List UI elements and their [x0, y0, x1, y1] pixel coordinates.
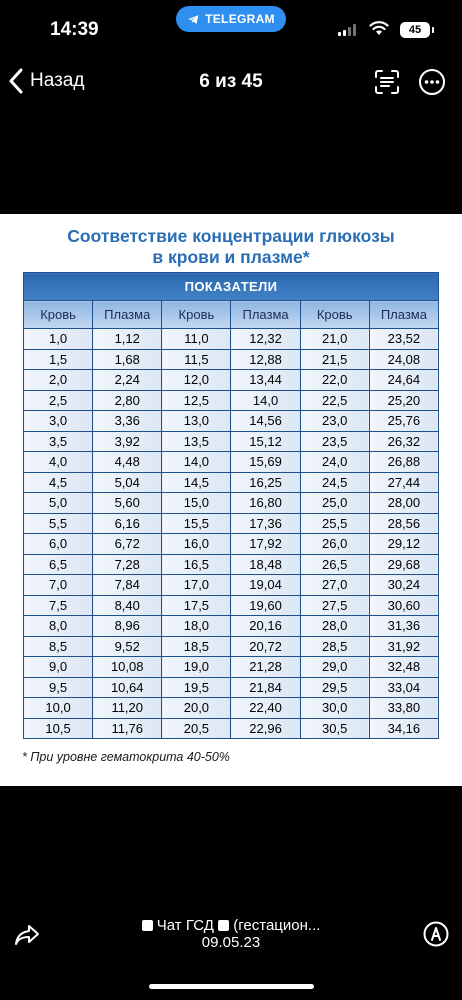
blood-value-cell: 9,0 — [24, 657, 93, 678]
plasma-value-cell: 6,72 — [93, 534, 162, 555]
blood-value-cell: 4,0 — [24, 452, 93, 473]
table-row — [24, 595, 439, 616]
square-icon — [142, 920, 153, 931]
table-row — [24, 349, 439, 370]
blood-value-cell: 6,5 — [24, 554, 93, 575]
blood-value-cell: 23,5 — [300, 431, 369, 452]
plasma-value-cell: 5,04 — [93, 472, 162, 493]
plasma-value-cell: 24,64 — [369, 370, 438, 391]
blood-value-cell: 15,0 — [162, 493, 231, 514]
plasma-value-cell: 16,25 — [231, 472, 300, 493]
blood-value-cell: 8,0 — [24, 616, 93, 637]
plasma-value-cell: 28,00 — [369, 493, 438, 514]
plasma-value-cell: 33,80 — [369, 698, 438, 719]
text-recognition-icon[interactable] — [373, 68, 401, 96]
blood-value-cell: 29,5 — [300, 677, 369, 698]
plasma-value-cell: 21,84 — [231, 677, 300, 698]
plasma-value-cell: 34,16 — [369, 718, 438, 739]
plasma-value-cell: 10,64 — [93, 677, 162, 698]
plasma-value-cell: 8,40 — [93, 595, 162, 616]
message-date: 09.05.23 — [201, 934, 261, 951]
blood-value-cell: 13,0 — [162, 411, 231, 432]
blood-value-cell: 25,5 — [300, 513, 369, 534]
plasma-value-cell: 21,28 — [231, 657, 300, 678]
blood-value-cell: 11,5 — [162, 349, 231, 370]
blood-value-cell: 7,0 — [24, 575, 93, 596]
plasma-value-cell: 7,84 — [93, 575, 162, 596]
glucose-table — [23, 272, 439, 739]
blood-value-cell: 14,0 — [162, 452, 231, 473]
plasma-value-cell: 30,60 — [369, 595, 438, 616]
telegram-icon — [187, 13, 200, 26]
telegram-label: TELEGRAM — [205, 12, 275, 26]
plasma-value-cell: 29,12 — [369, 534, 438, 555]
plasma-value-cell: 1,12 — [93, 329, 162, 350]
plasma-value-cell: 17,36 — [231, 513, 300, 534]
footnote: * При уровне гематокрита 40-50% — [22, 750, 230, 764]
photo-viewer-image[interactable] — [0, 214, 462, 786]
blood-value-cell: 15,5 — [162, 513, 231, 534]
plasma-value-cell: 32,48 — [369, 657, 438, 678]
blood-value-cell: 12,5 — [162, 390, 231, 411]
blood-value-cell: 16,5 — [162, 554, 231, 575]
table-row — [24, 513, 439, 534]
column-header-blood: Кровь — [162, 301, 231, 329]
more-icon[interactable] — [418, 68, 446, 96]
plasma-value-cell: 16,80 — [231, 493, 300, 514]
blood-value-cell: 1,0 — [24, 329, 93, 350]
plasma-value-cell: 1,68 — [93, 349, 162, 370]
blood-value-cell: 20,0 — [162, 698, 231, 719]
back-label: Назад — [30, 70, 85, 91]
blood-value-cell: 17,5 — [162, 595, 231, 616]
plasma-value-cell: 22,96 — [231, 718, 300, 739]
table-row — [24, 657, 439, 678]
blood-value-cell: 21,5 — [300, 349, 369, 370]
title-line-2: в крови и плазме* — [152, 247, 310, 267]
plasma-value-cell: 30,24 — [369, 575, 438, 596]
telegram-return-pill[interactable] — [176, 6, 286, 32]
plasma-value-cell: 10,08 — [93, 657, 162, 678]
table-row — [24, 431, 439, 452]
plasma-value-cell: 29,68 — [369, 554, 438, 575]
table-row — [24, 677, 439, 698]
plasma-value-cell: 3,92 — [93, 431, 162, 452]
plasma-value-cell: 4,48 — [93, 452, 162, 473]
plasma-value-cell: 6,16 — [93, 513, 162, 534]
column-header-plasma: Плазма — [93, 301, 162, 329]
blood-value-cell: 26,0 — [300, 534, 369, 555]
plasma-value-cell: 22,40 — [231, 698, 300, 719]
column-header-plasma: Плазма — [231, 301, 300, 329]
blood-value-cell: 6,0 — [24, 534, 93, 555]
wifi-icon — [369, 20, 389, 36]
plasma-value-cell: 13,44 — [231, 370, 300, 391]
table-row — [24, 616, 439, 637]
plasma-value-cell: 15,12 — [231, 431, 300, 452]
plasma-value-cell: 17,92 — [231, 534, 300, 555]
plasma-value-cell: 14,56 — [231, 411, 300, 432]
plasma-value-cell: 2,80 — [93, 390, 162, 411]
blood-value-cell: 2,5 — [24, 390, 93, 411]
blood-value-cell: 10,0 — [24, 698, 93, 719]
blood-value-cell: 18,0 — [162, 616, 231, 637]
plasma-value-cell: 19,60 — [231, 595, 300, 616]
blood-value-cell: 13,5 — [162, 431, 231, 452]
blood-value-cell: 18,5 — [162, 636, 231, 657]
signal-icon — [338, 24, 356, 36]
blood-value-cell: 30,0 — [300, 698, 369, 719]
blood-value-cell: 2,0 — [24, 370, 93, 391]
plasma-value-cell: 11,76 — [93, 718, 162, 739]
blood-value-cell: 20,5 — [162, 718, 231, 739]
plasma-value-cell: 28,56 — [369, 513, 438, 534]
blood-value-cell: 9,5 — [24, 677, 93, 698]
table-row — [24, 534, 439, 555]
square-icon — [218, 920, 229, 931]
blood-value-cell: 8,5 — [24, 636, 93, 657]
chat-name: Чат ГСД — [156, 917, 214, 934]
blood-value-cell: 19,5 — [162, 677, 231, 698]
table-row — [24, 698, 439, 719]
blood-value-cell: 24,0 — [300, 452, 369, 473]
table-title — [0, 226, 462, 268]
title-line-1: Соответствие концентрации глюкозы — [67, 226, 395, 246]
blood-value-cell: 14,5 — [162, 472, 231, 493]
home-indicator[interactable] — [149, 984, 314, 989]
blood-value-cell: 24,5 — [300, 472, 369, 493]
plasma-value-cell: 12,88 — [231, 349, 300, 370]
plasma-value-cell: 23,52 — [369, 329, 438, 350]
blood-value-cell: 3,5 — [24, 431, 93, 452]
blood-value-cell: 28,0 — [300, 616, 369, 637]
plasma-value-cell: 11,20 — [93, 698, 162, 719]
table-body — [24, 329, 439, 739]
plasma-value-cell: 20,72 — [231, 636, 300, 657]
table-row — [24, 554, 439, 575]
table-row — [24, 329, 439, 350]
chat-name-rest: (гестацион... — [233, 917, 321, 934]
image-counter: 6 из 45 — [199, 71, 263, 92]
plasma-value-cell: 14,0 — [231, 390, 300, 411]
plasma-value-cell: 31,36 — [369, 616, 438, 637]
blood-value-cell: 5,5 — [24, 513, 93, 534]
blood-value-cell: 4,5 — [24, 472, 93, 493]
blood-value-cell: 27,0 — [300, 575, 369, 596]
blood-value-cell: 10,5 — [24, 718, 93, 739]
status-time: 14:39 — [50, 19, 99, 40]
table-row — [24, 718, 439, 739]
blood-value-cell: 25,0 — [300, 493, 369, 514]
table-header: ПОКАЗАТЕЛИ — [24, 273, 439, 301]
table-row — [24, 472, 439, 493]
column-header-plasma: Плазма — [369, 301, 438, 329]
blood-value-cell: 22,5 — [300, 390, 369, 411]
table-row — [24, 370, 439, 391]
table-row — [24, 411, 439, 432]
plasma-value-cell: 26,88 — [369, 452, 438, 473]
column-header-blood: Кровь — [300, 301, 369, 329]
blood-value-cell: 1,5 — [24, 349, 93, 370]
blood-value-cell: 11,0 — [162, 329, 231, 350]
table-row — [24, 390, 439, 411]
plasma-value-cell: 24,08 — [369, 349, 438, 370]
plasma-value-cell: 7,28 — [93, 554, 162, 575]
blood-value-cell: 16,0 — [162, 534, 231, 555]
plasma-value-cell: 25,20 — [369, 390, 438, 411]
blood-value-cell: 29,0 — [300, 657, 369, 678]
plasma-value-cell: 9,52 — [93, 636, 162, 657]
plasma-value-cell: 12,32 — [231, 329, 300, 350]
blood-value-cell: 17,0 — [162, 575, 231, 596]
blood-value-cell: 12,0 — [162, 370, 231, 391]
chat-caption — [0, 917, 462, 934]
blood-value-cell: 5,0 — [24, 493, 93, 514]
blood-value-cell: 7,5 — [24, 595, 93, 616]
table-row — [24, 452, 439, 473]
table-row — [24, 636, 439, 657]
blood-value-cell: 27,5 — [300, 595, 369, 616]
blood-value-cell: 21,0 — [300, 329, 369, 350]
blood-value-cell: 3,0 — [24, 411, 93, 432]
plasma-value-cell: 20,16 — [231, 616, 300, 637]
plasma-value-cell: 18,48 — [231, 554, 300, 575]
table-row — [24, 493, 439, 514]
plasma-value-cell: 31,92 — [369, 636, 438, 657]
plasma-value-cell: 25,76 — [369, 411, 438, 432]
blood-value-cell: 26,5 — [300, 554, 369, 575]
table-row — [24, 575, 439, 596]
plasma-value-cell: 3,36 — [93, 411, 162, 432]
plasma-value-cell: 26,32 — [369, 431, 438, 452]
blood-value-cell: 23,0 — [300, 411, 369, 432]
battery-icon: 45 — [400, 22, 430, 38]
plasma-value-cell: 15,69 — [231, 452, 300, 473]
plasma-value-cell: 2,24 — [93, 370, 162, 391]
plasma-value-cell: 19,04 — [231, 575, 300, 596]
blood-value-cell: 30,5 — [300, 718, 369, 739]
plasma-value-cell: 27,44 — [369, 472, 438, 493]
plasma-value-cell: 8,96 — [93, 616, 162, 637]
blood-value-cell: 19,0 — [162, 657, 231, 678]
blood-value-cell: 22,0 — [300, 370, 369, 391]
blood-value-cell: 28,5 — [300, 636, 369, 657]
plasma-value-cell: 33,04 — [369, 677, 438, 698]
edit-icon[interactable] — [423, 921, 449, 947]
column-header-blood: Кровь — [24, 301, 93, 329]
plasma-value-cell: 5,60 — [93, 493, 162, 514]
